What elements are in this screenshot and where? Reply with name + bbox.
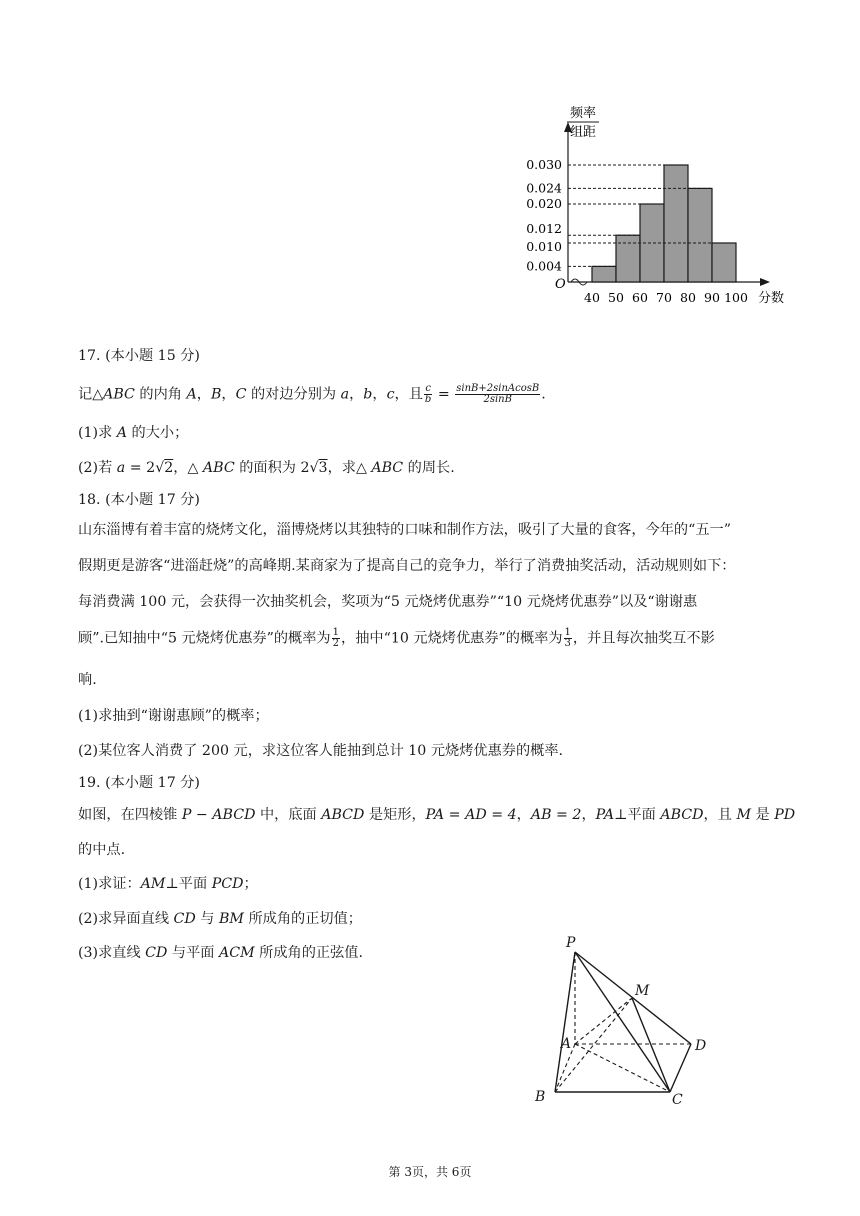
- bar-80-90: [688, 188, 712, 282]
- q19-header: 19. (本小题 17 分): [78, 775, 200, 791]
- q18-line5: 响.: [78, 672, 97, 688]
- page-footer: 第 3页，共 6页: [388, 1165, 472, 1179]
- pyramid-figure: [525, 930, 725, 1110]
- x-tick-90: 90: [704, 290, 720, 305]
- q18-part1: (1)求抽到“谢谢惠顾”的概率；: [78, 708, 269, 724]
- label-d: D: [695, 1038, 707, 1054]
- bar-70-80: [664, 165, 688, 282]
- q19-part2: (2)求异面直线 CD 与 BM 所成角的正切值；: [78, 911, 362, 927]
- q18-line2: 假期更是游客“进淄赶烧”的高峰期.某商家为了提高自己的竞争力，举行了消费抽奖活动，活动规则如下：: [78, 558, 736, 574]
- x-tick-100: 100: [724, 290, 748, 305]
- fraction-one-third: $\frac{1}{3}$: [564, 627, 571, 649]
- q18-line4: 顾”.已知抽中“5 元烧烤优惠券”的概率为 $\frac{1}{2}$ ，抽中“10 元烧烤优惠券”的概率为 $\frac{1}{3}$ ，并且每次抽奖互不影: [78, 627, 715, 649]
- q19-part1: (1)求证：AM⊥平面 PCD；: [78, 876, 258, 892]
- fraction-c-over-b: $\frac{c}{b}$: [424, 383, 432, 405]
- origin-label: O: [555, 277, 566, 292]
- q19-line1: 如图，在四棱锥 P − ABCD 中，底面 ABCD 是矩形，PA = AD = 4，AB = 2，PA⊥平面 ABCD，且 M 是 PD: [78, 807, 796, 823]
- y-tick-0.010: 0.010: [526, 239, 562, 254]
- q19-line2: 的中点.: [78, 842, 126, 858]
- x-tick-70: 70: [656, 290, 672, 305]
- q18-line3: 每消费满 100 元，会获得一次抽奖机会，奖项为“5 元烧烤优惠券”“10 元烧烤优惠券”以及“谢谢惠: [78, 594, 698, 610]
- q18-header: 18. (本小题 17 分): [78, 492, 200, 508]
- label-c: C: [672, 1092, 683, 1108]
- x-tick-60: 60: [632, 290, 648, 305]
- bar-40-50: [592, 266, 616, 282]
- q18-part2: (2)某位客人消费了 200 元，求这位客人能抽到总计 10 元烧烤优惠券的概率.: [78, 743, 564, 759]
- x-tick-50: 50: [608, 290, 624, 305]
- q18-line1: 山东淄博有着丰富的烧烤文化，淄博烧烤以其独特的口味和制作方法，吸引了大量的食客，今年的“五一”: [78, 522, 731, 538]
- x-axis-arrow: [760, 278, 770, 286]
- edge-ac: [575, 1044, 670, 1092]
- bar-90-100: [712, 243, 736, 282]
- q17-header: 17. (本小题 15 分): [78, 348, 200, 364]
- frequency-histogram: [505, 95, 805, 320]
- x-tick-80: 80: [680, 290, 696, 305]
- label-m: M: [635, 983, 650, 999]
- y-tick-0.004: 0.004: [526, 258, 562, 274]
- q17-part1: (1)求 A 的大小；: [78, 425, 189, 441]
- q17-stem: 记△ABC 的内角 A，B，C 的对边分别为 a，b，c，且 $\frac{c}{b}$ = $\frac{\text{sinB+2sinAcosB}}{2\sin B}$ .: [78, 383, 546, 405]
- label-p: P: [566, 935, 576, 951]
- fraction-one-half: $\frac{1}{2}$: [332, 627, 339, 649]
- x-tick-40: 40: [584, 290, 600, 305]
- edge-pb: [555, 952, 575, 1092]
- y-tick-0.024: 0.024: [526, 180, 562, 196]
- q19-part3: (3)求直线 CD 与平面 ACM 所成角的正弦值.: [78, 945, 363, 961]
- x-axis-label: 分数: [757, 291, 785, 306]
- edge-pc: [575, 952, 670, 1092]
- bar-50-60: [616, 235, 640, 282]
- label-b: B: [535, 1089, 546, 1105]
- q17-part2: (2)若 a = 2√2，△ ABC 的面积为 2√3，求△ ABC 的周长.: [78, 460, 455, 476]
- edge-cd: [670, 1044, 691, 1092]
- fraction-sin-expression: $\frac{\text{sinB+2sinAcosB}}{2\sin B}$: [456, 383, 540, 405]
- y-axis-label-bottom: 组距: [569, 125, 597, 140]
- y-axis-label-top: 频率: [569, 106, 597, 121]
- label-a: A: [561, 1036, 572, 1052]
- y-tick-0.030: 0.030: [526, 157, 562, 172]
- y-tick-0.020: 0.020: [526, 196, 562, 211]
- y-tick-0.012: 0.012: [526, 221, 562, 237]
- edge-am: [575, 998, 632, 1044]
